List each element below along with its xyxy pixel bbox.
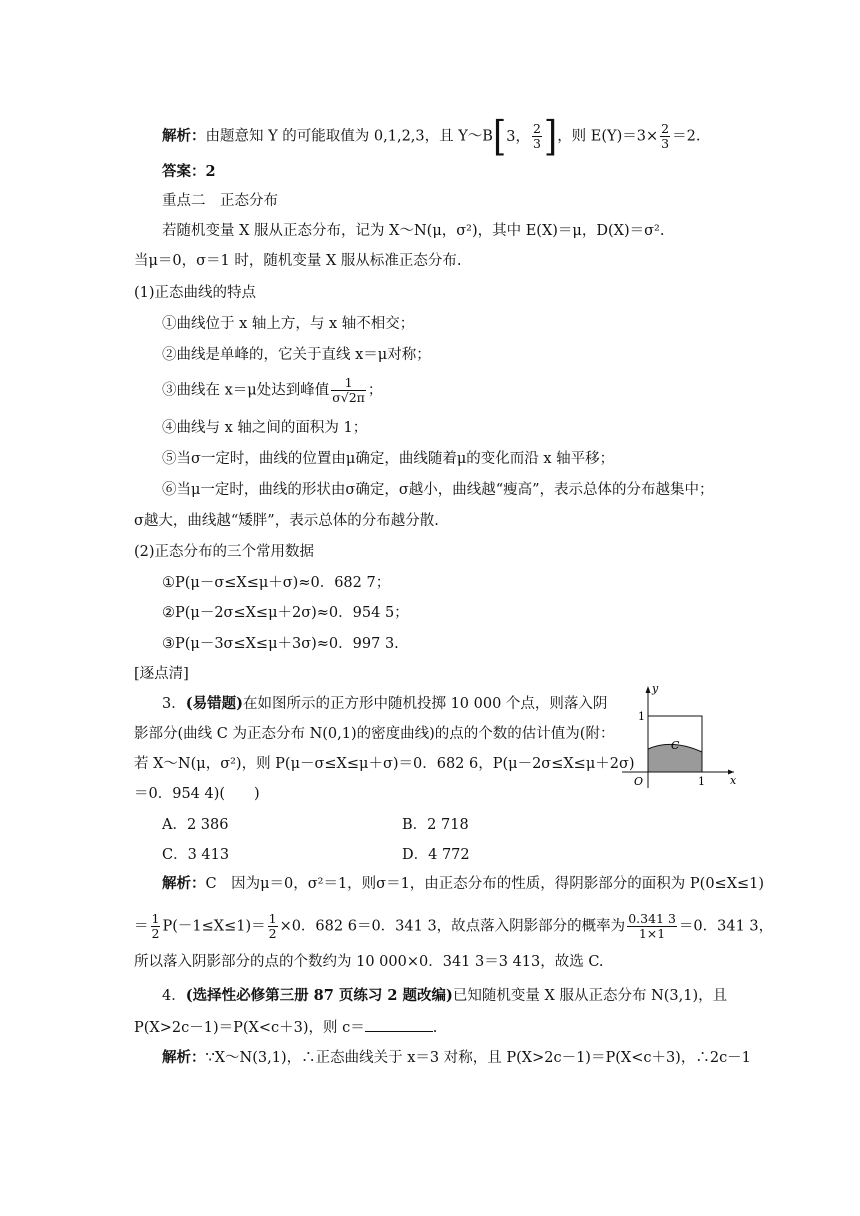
binomial-params: [ 3， $\frac{2}{3}$ ] bbox=[492, 112, 558, 161]
solution-4-line: 解析：∵X～N(3,1)，∴正态曲线关于 x＝3 对称，且 P(X>2c－1)＝P(X<c＋3)，∴2c－1 bbox=[162, 1049, 751, 1066]
solution-3-line: 所以落入阴影部分的点的个数约为 10 000×0．341 3＝3 413，故选 C. bbox=[134, 954, 604, 970]
paragraph: 当μ＝0，σ＝1 时，随机变量 X 服从标准正态分布. bbox=[134, 253, 462, 269]
solution-label: 解析： bbox=[162, 127, 206, 145]
question-tag: (选择性必修第三册 87 页练习 2 题改编) bbox=[185, 987, 453, 1004]
solution-line-1: 解析：由题意知 Y 的可能取值为 0,1,2,3，且 Y～B [ 3， $\frac{2}{3}$ ] ，则 E(Y)＝3× $\frac{2}{3}$ ＝2. bbox=[162, 112, 701, 161]
solution-label: 解析： bbox=[162, 1049, 206, 1066]
list-item: ④曲线与 x 轴之间的面积为 1； bbox=[162, 420, 368, 436]
list-item: ①P(μ－σ≤X≤μ＋σ)≈0．682 7； bbox=[162, 575, 391, 591]
list-item: ③P(μ－3σ≤X≤μ＋3σ)≈0．997 3. bbox=[162, 636, 399, 652]
list-item: ⑤当σ一定时，曲线的位置由μ确定，曲线随着μ的变化而沿 x 轴平移； bbox=[162, 451, 615, 467]
subsection-heading: (1)正态曲线的特点 bbox=[134, 285, 257, 301]
list-item: ②曲线是单峰的，它关于直线 x＝μ对称； bbox=[162, 347, 431, 363]
question-4-line: 4．(选择性必修第三册 87 页练习 2 题改编)已知随机变量 X 服从正态分布 N(3,1)，且 bbox=[162, 987, 728, 1004]
solution-3-line: ＝ $\frac{1}{2}$ P(－1≤X≤1)＝ $\frac{1}{2}$ ×0．682 6＝0．341 3，故点落入阴影部分的概率为 $\frac{0.341 3}{1\times 1}$ ＝0．341 3， bbox=[134, 911, 774, 941]
curve-label: C bbox=[671, 739, 680, 752]
option-a: A．2 386 bbox=[162, 817, 229, 833]
fraction: $\frac{2}{3}$ bbox=[661, 121, 670, 151]
question-3-line: 若 X～N(μ，σ²)，则 P(μ－σ≤X≤μ＋σ)＝0．682 6，P(μ－2σ≤X≤μ＋2σ) bbox=[134, 756, 635, 772]
y-axis-arrow bbox=[646, 686, 651, 693]
list-item: ①曲线位于 x 轴上方，与 x 轴不相交； bbox=[162, 316, 415, 332]
answer-line: 答案：2 bbox=[162, 163, 216, 180]
solution-3-line: 解析：C 因为μ＝0，σ²＝1，则σ＝1，由正态分布的性质，得阴影部分的面积为 P(0≤X≤1) bbox=[162, 875, 765, 892]
list-item: ②P(μ－2σ≤X≤μ＋2σ)≈0．954 5； bbox=[162, 605, 409, 621]
option-c: C．3 413 bbox=[162, 847, 230, 863]
origin-label: O bbox=[634, 775, 644, 788]
answer-blank bbox=[365, 1017, 433, 1032]
option-d: D．4 772 bbox=[402, 847, 470, 863]
x-axis-label: x bbox=[730, 774, 737, 787]
list-item-continuation: σ越大，曲线越“矮胖”，表示总体的分布越分散. bbox=[134, 513, 439, 529]
fraction: $\frac{2}{3}$ bbox=[532, 121, 541, 151]
x-tick-label: 1 bbox=[698, 775, 705, 788]
list-item: ③曲线在 x＝μ处达到峰值 $\frac{1}{\sigma√2\pi}$ ； bbox=[162, 375, 383, 405]
list-item: ⑥当μ一定时，曲线的形状由σ确定，σ越小，曲线越“瘦高”，表示总体的分布越集中； bbox=[162, 482, 714, 498]
subsection-heading: (2)正态分布的三个常用数据 bbox=[134, 544, 315, 560]
fraction: $\frac{1}{2}$ bbox=[151, 911, 160, 941]
question-4-line: P(X>2c－1)＝P(X<c＋3)，则 c＝ . bbox=[134, 1017, 437, 1038]
fraction: $\frac{1}{\sigma√2\pi}$ bbox=[332, 375, 365, 405]
solution-label: 解析： bbox=[162, 875, 206, 892]
question-3-line: 影部分(曲线 C 为正态分布 N(0,1)的密度曲线)的点的个数的估计值为(附： bbox=[134, 726, 615, 742]
practice-heading: [逐点清] bbox=[134, 666, 189, 682]
question-3-line: ＝0．954 4)( ) bbox=[134, 786, 260, 802]
question-tag: (易错题) bbox=[185, 695, 243, 712]
section-heading: 重点二 正态分布 bbox=[162, 193, 278, 209]
paragraph: 若随机变量 X 服从正态分布，记为 X～N(μ，σ²)，其中 E(X)＝μ，D(X)＝σ². bbox=[162, 223, 665, 239]
question-3-line: 3．(易错题)在如图所示的正方形中随机投掷 10 000 个点，则落入阴 bbox=[162, 695, 608, 712]
fraction: $\frac{1}{2}$ bbox=[268, 911, 277, 941]
y-tick-label: 1 bbox=[638, 710, 645, 723]
fraction: $\frac{0.341 3}{1\times 1}$ bbox=[628, 911, 676, 941]
option-b: B．2 718 bbox=[402, 817, 469, 833]
solution-text: 由题意知 Y 的可能取值为 0,1,2,3，且 Y～B bbox=[205, 128, 493, 145]
square-normal-curve-figure bbox=[612, 680, 742, 792]
y-axis-label: y bbox=[652, 682, 659, 695]
